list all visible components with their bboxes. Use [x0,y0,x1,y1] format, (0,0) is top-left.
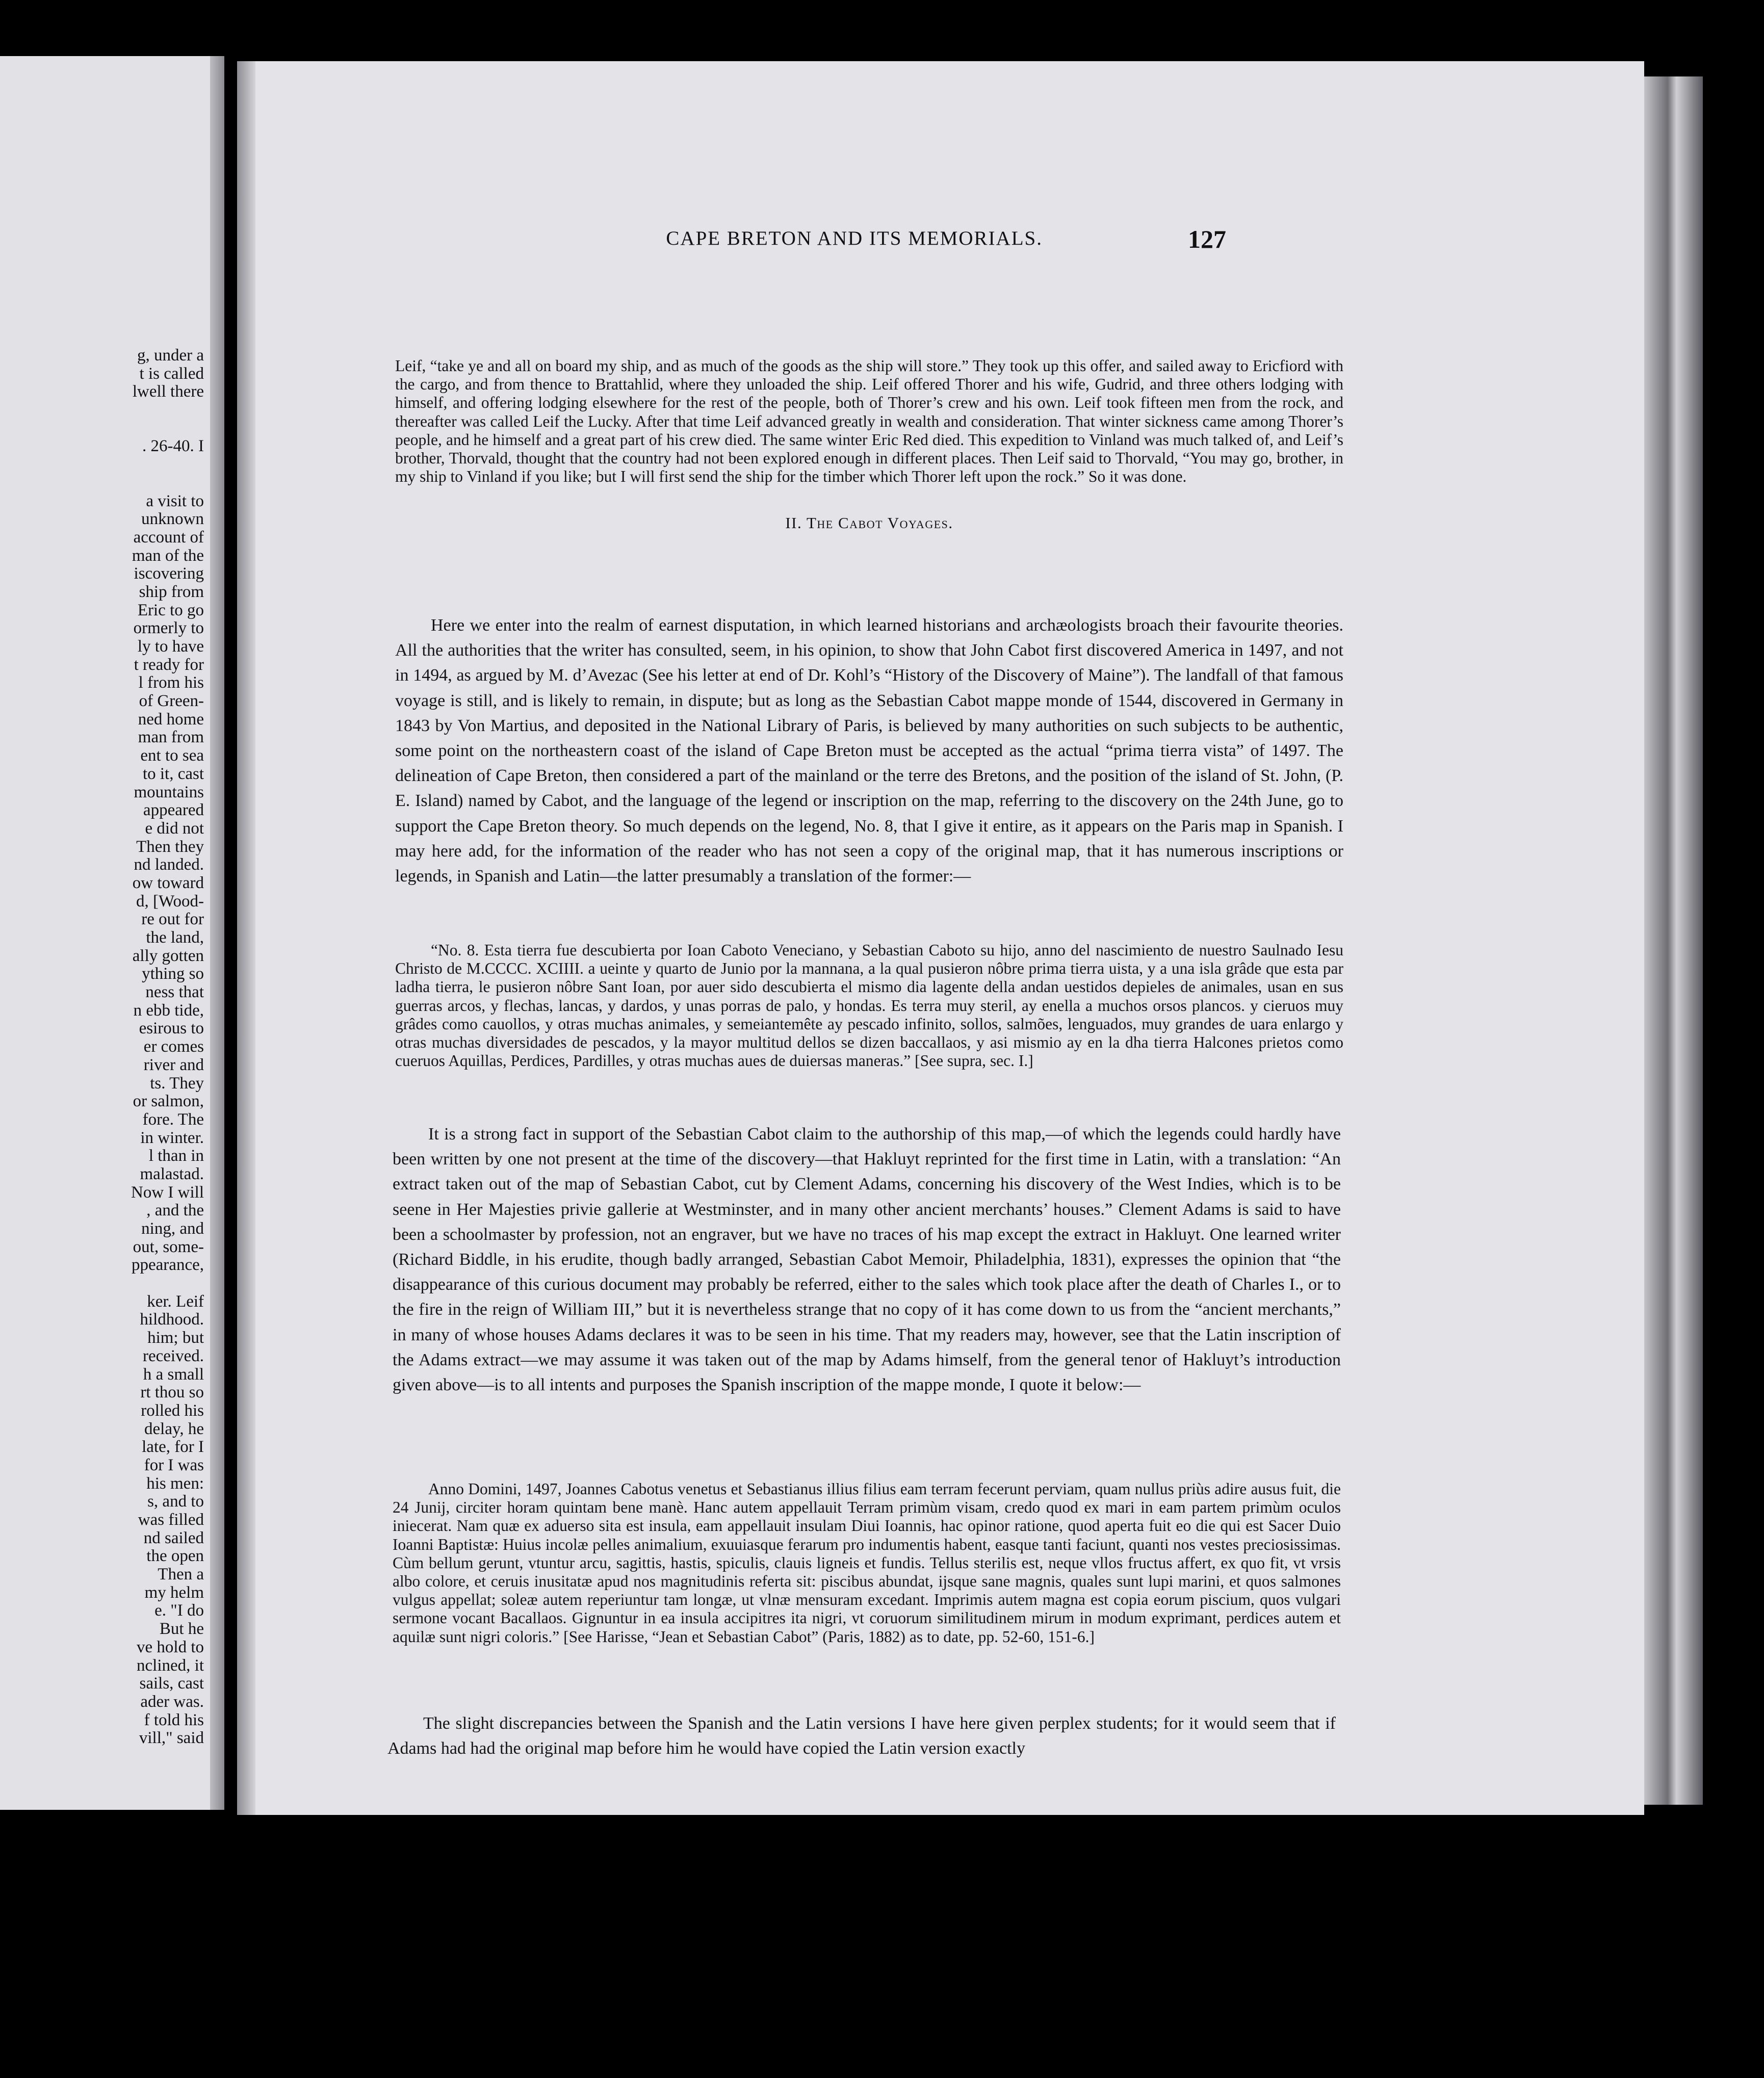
left-page-line: nclined, it [137,1656,204,1675]
left-page-line: rt thou so [140,1383,204,1402]
left-page-line: my helm [144,1583,204,1602]
left-page-line: him; but [147,1329,204,1347]
left-page-line: unknown [141,510,204,529]
left-page-line: out, some- [133,1237,204,1256]
left-page-line: nd sailed [143,1528,204,1547]
left-page-line: , and the [146,1201,204,1220]
left-page-fold [210,56,224,1810]
paragraph-leif-text: Leif, “take ye and all on board my ship, and as much of the goods as the ship will store.” They took up this offer, and sailed away to Ericfiord with the cargo, and from thence to Brattahlid, where they unloaded the ship. Leif offered Thorer and his wife, Gudrid, and three others lodging with himself, and offering lodging elsewhere for the rest of the people, both of Thorer’s crew and his own. Leif took fifteen men from the rock, and thereafter was called Leif the Lucky. After that time Leif advanced greatly in wealth and consideration. That winter sickness came among Thorer’s people, and he himself and a great part of his crew died. The same winter Eric Red died. This expedition to Vinland was much talked of, and Leif’s brother, Thorvald, thought that the country had not been explored enough in different places. Then Leif said to Thorvald, “You may go, brother, in my ship to Vinland if you like; but I will first send the ship for the timber which Thorer left upon the rock.” So it was done. [395,357,1343,486]
left-page-line: ything so [142,965,204,983]
quote-spanish-text: “No. 8. Esta tierra fue descubierta por Ioan Caboto Veneciano, y Sebastian Caboto su hijo, anno del nascimiento de nuestro Saulnado Iesu Christo de M.CCCC. XCIIII. a ueinte y quarto de Junio por la mannana, a la qual pusieron nôbre prima tierra uista, y a una isla grâde que esta par ladha tierra, le pusieron nôbre Sant Ioan, por auer sido descubierta el mismo dia lagente della andan uestidos depieles de animales, usan en sus guerras arcos, y flechas, lancas, y dardos, y unas porras de palo, y hondas. Es terra muy steril, ay enella a muchos orsos plancos. y cieruos muy grâdes como cauollos, y otras muchas animales, y semeiantemête ay pescado infinito, sollos, salmões, lenguados, muy grandes de uara enlargo y otras muchas diversidades de pescados, y la mayor multitud dellos se dizen baccallaos, y asi mismio ay en la dha tierra Halcones prietos como cueruos Aquillas, Perdices, Pardilles, y otras muchas aues de duiersas maneras.” [See supra, sec. I.] [395,941,1343,1070]
left-page-line [0,1275,204,1293]
quote-spanish-legend [395,941,1343,1070]
left-page-line: e did not [145,819,204,838]
left-page-line: ppearance, [132,1256,204,1275]
left-page-line: the open [146,1547,204,1566]
left-page-line: But he [159,1620,204,1639]
left-page-line: s, and to [147,1492,204,1511]
left-page-line: ship from [139,582,204,601]
paragraph-disputation-text: Here we enter into the realm of earnest disputation, in which learned historians and archæologists broach their favourite theories. All the authorities that the writer has consulted, seem, in his opinion, to show that John Cabot first discovered America in 1497, and not in 1494, as argued by M. d’Avezac (See his letter at end of Dr. Kohl’s “History of the Discovery of Maine”). The landfall of that famous voyage is still, and is likely to remain, in dispute; but as long as the Sebastian Cabot mappe monde of 1544, discovered in Germany in 1843 by Von Martius, and deposited in the National Library of Paris, is believed by many authorities on such subjects to be authentic, some point on the northeastern coast of the island of Cape Breton must be accepted as the actual “prima tierra vista” of 1497. The delineation of Cape Breton, then considered a part of the mainland or the terre des Bretons, and the position of the island of St. John, (P. E. Island) named by Cabot, and the language of the legend or inscription on the map, referring to the discovery on the 24th June, go to support the Cape Breton theory. So much depends on the legend, No. 8, that I give it entire, as it appears on the Paris map in Spanish. I may here add, for the information of the reader who has not seen a copy of the original map, that it has numerous inscriptions or legends, in Spanish and Latin—the latter presumably a translation of the former:— [395,616,1343,886]
left-page-line: malastad. [140,1164,204,1183]
left-page-line: hildhood. [140,1310,204,1329]
left-page-line: a visit to [146,491,204,510]
left-page-line: ally gotten [132,946,204,965]
left-page-line: iscovering [134,564,204,583]
left-page-line: the land, [146,928,204,947]
left-page-line: t ready for [134,655,204,674]
page-gutter [237,61,255,1815]
left-page-line: d, [Wood- [136,892,204,911]
left-page-line: for I was [144,1456,204,1474]
left-page-line: Then they [136,837,204,856]
facing-left-page [0,56,224,1810]
left-page-line: Then a [158,1565,204,1584]
left-page-line: e. "I do [154,1601,204,1620]
paragraph-disputation [395,613,1343,889]
paragraph-discrepancies [387,1711,1336,1761]
left-page-line [0,474,204,492]
left-page-line: nd landed. [134,855,204,874]
left-page-line: Eric to go [137,601,204,619]
left-page-line: lwell there [132,382,204,401]
left-page-line [0,420,204,438]
left-page-line: rolled his [141,1401,204,1420]
left-page-line: . 26-40. I [142,437,204,456]
left-page-line: vill," said [139,1729,204,1748]
left-page-line: man from [138,728,204,747]
left-page-line: ent to sea [140,746,204,765]
section-heading: II. The Cabot Voyages. [785,514,953,532]
left-page-line: received. [143,1346,204,1365]
left-page-line: f told his [144,1710,204,1729]
left-page-line: ning, and [141,1219,204,1238]
quote-latin-text: Anno Domini, 1497, Joannes Cabotus venetus et Sebastianus illius filius eam terram fecerunt perviam, quam nullus priùs adire ausus fuit, die 24 Junij, circiter horam quintam bene manè. Hanc autem appellauit Terram primùm visam, credo quod ex mari in eam partem primùm oculos iniecerat. Nam quæ ex aduerso sita est insula, eam appellauit insulam Diui Ioannis, hac opinor ratione, quod aperta fuit eo die qui est Sacer Duio Ioanni Baptistæ: Huius incolæ pelles animalium, exuuiasque ferarum pro indumentis habent, easque tanti faciunt, quanti nos vestes preciosissimas. Cùm bellum gerunt, vtuntur arcu, sagittis, hastis, spiculis, clauis ligneis et fundis. Tellus sterilis est, neque vllos fructus affert, ex quo fit, vt vrsis albo colore, et ceruis inusitatæ apud nos magnitudinis referta sit: piscibus abundat, ijsque sane magnis, quales sunt lupi marini, et quos salmones vulgus appellat; soleæ autem reperiuntur tam longæ, ut vlnæ mensuram excedant. Imprimis autem magna est copia eorum piscium, quos vulgari sermone vocant Bacallaos. Gignuntur in ea insula accipitres ita nigri, vt coruorum similitudinem mirum in modum exprimant, perdices autem et aquilæ sunt nigri coloris.” [See Harisse, “Jean et Sebastian Cabot” (Paris, 1882) as to date, pp. 52-60, 151-6.] [393,1480,1341,1646]
left-page-line: ts. They [150,1074,204,1093]
paragraph-discrepancies-text: The slight discrepancies between the Spanish and the Latin versions I have here given perplex students; for it would seem that if Adams had had the original map before him he would have copied the Latin version exactly [387,1714,1336,1758]
left-page-line: fore. The [142,1110,204,1129]
left-page-line: delay, he [144,1419,204,1438]
page-number: 127 [1188,225,1226,253]
left-page-line: ned home [138,710,204,729]
left-page-line: late, for I [142,1438,204,1457]
left-page-line [0,401,204,420]
paragraph-strong-fact-text: It is a strong fact in support of the Sebastian Cabot claim to the authorship of this map,—of which the legends could hardly have been written by one not present at the time of the discovery—that Hakluyt reprinted for the first time in Latin, with a translation: “An extract taken out of the map of Sebastian Cabot, cut by Clement Adams, concerning his discovery of the West Indies, which is to be seene in Her Majesties privie gallerie at Westminster, and in many other ancient merchants’ houses.” Clement Adams is said to have been a schoolmaster by profession, not an engraver, but we have no traces of his map except the extract in Hakluyt. One learned writer (Richard Biddle, in his erudite, though badly arranged, Sebastian Cabot Memoir, Philadelphia, 1831), expresses the opinion that “the disappearance of this curious document may probably be referred, either to the sales which took place after the death of Charles I., or to the fire in the reign of William III,” but it is nevertheless strange that no copy of it has come down to us from the “ancient merchants,” in many of whose houses Adams declares it was to be seen in his time. That my readers may, however, see that the Latin inscription of the Adams extract—we may assume it was taken out of the map by Adams himself, from the general tenor of Hakluyt’s introduction given above—is to all intents and purposes the Spanish inscription of the mappe monde, I quote it below:— [393,1125,1341,1395]
left-page-line: er comes [143,1037,204,1056]
left-page-line [0,456,204,474]
quote-latin-inscription [393,1480,1341,1646]
left-page-line: ness that [145,983,204,1002]
left-page-line: or salmon, [133,1092,204,1111]
left-page-line: ve hold to [137,1638,204,1656]
left-page-line: re out for [141,910,204,929]
left-page-line: esirous to [139,1019,204,1038]
left-page-line: g, under a [137,346,204,365]
left-page-line: h a small [143,1365,204,1384]
left-page-line: ly to have [137,637,204,656]
left-page-line: his men: [146,1474,204,1493]
left-page-line: Now I will [131,1183,204,1202]
left-page-line: appeared [143,801,204,820]
left-page-line: l than in [148,1147,204,1165]
paragraph-leif [395,357,1343,486]
paragraph-strong-fact [393,1122,1341,1397]
left-page-text [0,347,204,1748]
left-page-line: to it, cast [142,764,204,783]
left-page-line: t is called [139,364,204,383]
left-page-line: mountains [134,783,204,801]
left-page-line: ader was. [140,1692,204,1711]
left-page-line: in winter. [140,1128,204,1147]
left-page-line: ormerly to [133,619,204,638]
left-page-line: n ebb tide, [133,1001,204,1020]
left-page-line: was filled [138,1511,204,1529]
left-page-line: ker. Leif [147,1292,204,1311]
left-page-line: man of the [132,546,204,565]
left-page-line: ow toward [132,873,204,892]
left-page-line: river and [143,1055,204,1074]
left-page-line: of Green- [139,692,204,711]
left-page-line: sails, cast [139,1674,204,1693]
left-page-line: l from his [138,673,204,692]
left-page-line: account of [133,528,204,547]
running-title: CAPE BRETON AND ITS MEMORIALS. [666,227,1043,249]
page-edge-stack [1644,76,1703,1805]
